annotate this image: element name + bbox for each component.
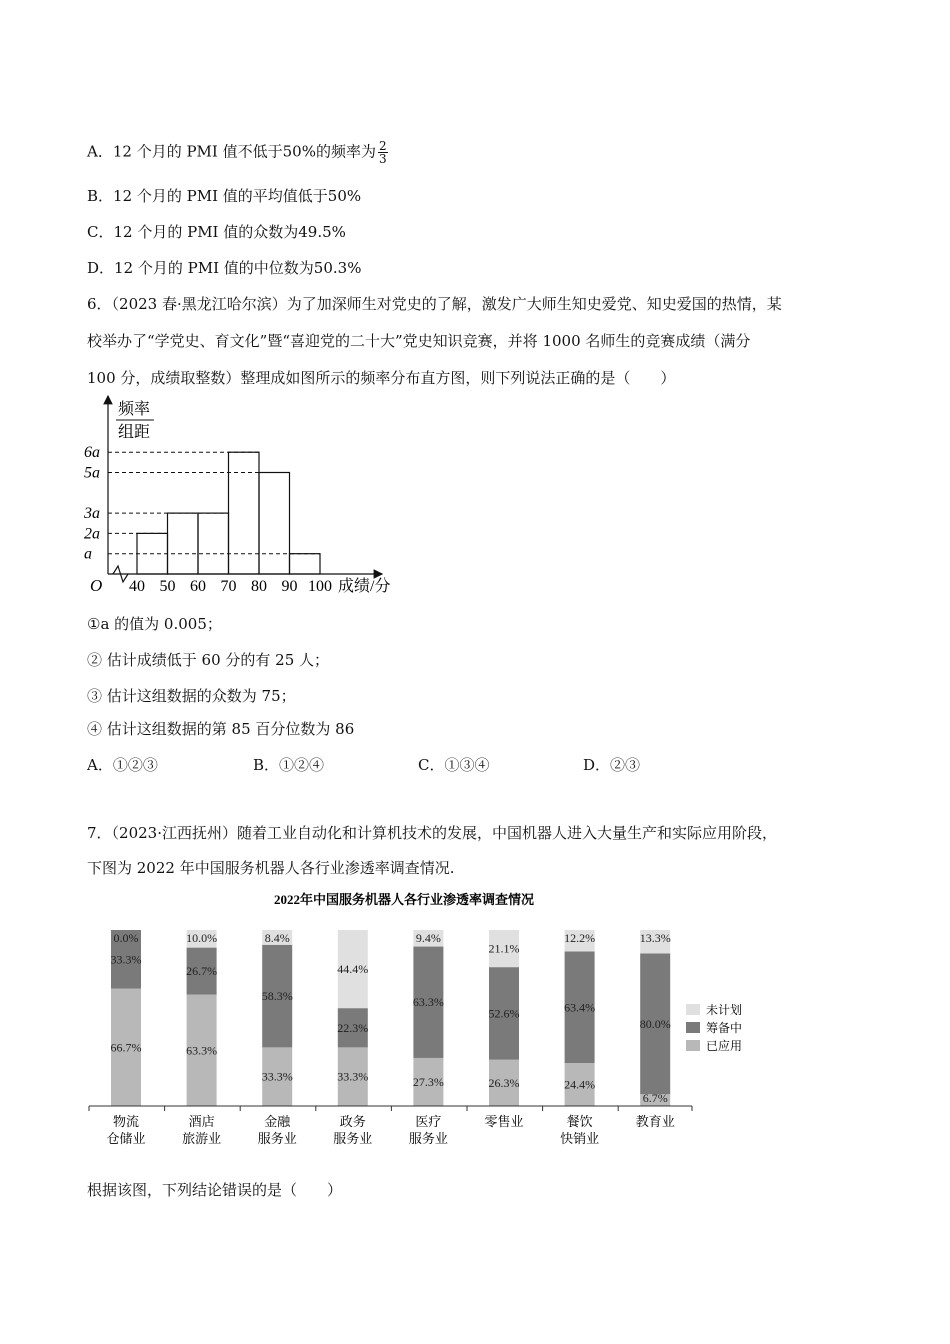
y-label-bottom: 组距 bbox=[118, 424, 151, 441]
option-a-text: 12 个月的 PMI 值不低于50%的频率为 bbox=[112, 142, 376, 161]
y-tick-label: a bbox=[84, 545, 92, 563]
legend-label: 筹备中 bbox=[706, 1021, 743, 1035]
q6-stem-line-1: 6．（2023 春·黑龙江哈尔滨）为了加深师生对党史的了解，激发广大师生知史爱党、知史爱国的热情，某 bbox=[87, 295, 782, 313]
option-b-text: 12 个月的 PMI 值的平均值低于50% bbox=[113, 187, 362, 205]
x-tick-label: 90 bbox=[281, 578, 298, 595]
legend bbox=[686, 1002, 742, 1053]
x-tick-label: 80 bbox=[251, 578, 267, 595]
option-d-text: 12 个月的 PMI 值的中位数为50.3% bbox=[114, 259, 362, 277]
data-label: 13.3% bbox=[639, 931, 671, 945]
data-label: 9.4% bbox=[415, 931, 441, 945]
y-tick-label: 2a bbox=[84, 525, 100, 543]
stacked-chart-title: 2022年中国服务机器人各行业渗透率调查情况 bbox=[273, 892, 535, 907]
legend-label: 已应用 bbox=[706, 1039, 743, 1053]
frequency-histogram bbox=[80, 392, 410, 602]
x-tick-label: 100 bbox=[308, 578, 332, 595]
category-label: 教育业 bbox=[635, 1114, 675, 1129]
category-label: 医疗 bbox=[415, 1114, 442, 1129]
histogram-bar bbox=[259, 473, 290, 575]
x-tick-label: 70 bbox=[220, 578, 237, 595]
fraction-denominator: 3 bbox=[378, 152, 387, 166]
category-label: 金融 bbox=[264, 1114, 291, 1129]
option-c-text: 12 个月的 PMI 值的众数为49.5% bbox=[113, 223, 346, 241]
data-label: 22.3% bbox=[337, 1020, 369, 1035]
data-label: 63.3% bbox=[186, 1043, 218, 1058]
data-label: 12.2% bbox=[564, 931, 596, 945]
legend-label: 未计划 bbox=[706, 1003, 743, 1017]
x-tick-label: 40 bbox=[129, 578, 145, 595]
histogram-bar bbox=[198, 513, 229, 574]
q6-choice-c[interactable]: C．①③④ bbox=[418, 756, 490, 774]
y-tick-labels bbox=[83, 444, 100, 563]
histogram-bar bbox=[168, 513, 199, 574]
data-label: 26.3% bbox=[488, 1075, 520, 1090]
y-tick-label: 3a bbox=[84, 505, 100, 523]
data-label: 0.0% bbox=[113, 931, 139, 945]
data-label: 6.7% bbox=[642, 1091, 668, 1105]
data-label: 44.4% bbox=[337, 962, 369, 977]
q6-statement-4: ④ 估计这组数据的第 85 百分位数为 86 bbox=[87, 720, 355, 738]
data-label: 52.6% bbox=[488, 1006, 520, 1021]
q6-statement-1: ①a 的值为 0.005； bbox=[87, 615, 222, 633]
q6-stem-line-2: 校举办了“学党史、育文化”暨“喜迎党的二十大”党史知识竞赛，并将 1000 名师生的竞赛成绩（满分 bbox=[87, 332, 751, 350]
data-label: 66.7% bbox=[110, 1040, 142, 1055]
data-label: 33.3% bbox=[337, 1069, 369, 1084]
q6-statement-2: ② 估计成绩低于 60 分的有 25 人； bbox=[87, 651, 330, 669]
category-label: 酒店 bbox=[188, 1114, 215, 1129]
x-tick-labels bbox=[129, 578, 332, 595]
fraction-numerator: 2 bbox=[378, 139, 387, 153]
option-a-label: A． bbox=[87, 142, 113, 161]
q7-stem-line-2: 下图为 2022 年中国服务机器人各行业渗透率调查情况. bbox=[87, 859, 455, 877]
origin-label: O bbox=[90, 576, 103, 595]
stacked-bar-chart bbox=[80, 884, 800, 1154]
q5-option-a bbox=[87, 140, 388, 165]
x-tick-label: 60 bbox=[190, 578, 206, 595]
q6-stem-line-3: 100 分，成绩取整数）整理成如图所示的频率分布直方图，则下列说法正确的是（ ） bbox=[87, 369, 676, 387]
data-label: 58.3% bbox=[261, 989, 293, 1004]
q5-option-c bbox=[87, 222, 346, 242]
category-labels bbox=[106, 1114, 674, 1146]
y-tick-label: 5a bbox=[84, 464, 100, 482]
data-label: 8.4% bbox=[264, 931, 290, 945]
histogram-guide-lines bbox=[108, 452, 320, 554]
category-label: 物流 bbox=[112, 1114, 140, 1129]
data-label: 33.3% bbox=[261, 1069, 293, 1084]
category-label: 餐饮 bbox=[566, 1114, 593, 1129]
legend-swatch bbox=[686, 1004, 700, 1015]
q6-choice-d[interactable]: D．②③ bbox=[583, 756, 641, 774]
histogram-bar bbox=[290, 554, 321, 574]
histogram-bar bbox=[229, 452, 260, 574]
q7-stem-line-1: 7．（2023·江西抚州）随着工业自动化和计算机技术的发展，中国机器人进入大量生产和实际应用阶段， bbox=[87, 824, 777, 842]
category-label: 仓储业 bbox=[106, 1131, 146, 1146]
q5-option-d bbox=[87, 258, 361, 278]
data-label: 27.3% bbox=[412, 1074, 444, 1089]
option-b-label: B． bbox=[87, 187, 114, 205]
category-label: 快销业 bbox=[560, 1131, 600, 1146]
q7-question: 根据该图，下列结论错误的是（ ） bbox=[87, 1181, 343, 1199]
category-label: 服务业 bbox=[257, 1131, 297, 1146]
fraction-two-thirds bbox=[378, 140, 388, 165]
category-label: 政务 bbox=[339, 1114, 366, 1129]
category-label: 服务业 bbox=[408, 1131, 448, 1146]
data-label: 21.1% bbox=[488, 941, 520, 956]
q6-statement-3: ③ 估计这组数据的众数为 75； bbox=[87, 687, 296, 705]
x-tick-label: 50 bbox=[159, 578, 176, 595]
q6-choice-a[interactable]: A．①②③ bbox=[87, 756, 158, 774]
data-label: 26.7% bbox=[186, 964, 218, 979]
q6-choice-b[interactable]: B．①②④ bbox=[253, 756, 325, 774]
y-label-top: 频率 bbox=[118, 401, 151, 418]
option-d-label: D． bbox=[87, 259, 115, 277]
x-axis-label: 成绩/分 bbox=[338, 578, 391, 595]
category-axis bbox=[89, 1106, 692, 1111]
q5-option-b bbox=[87, 186, 361, 206]
legend-swatch bbox=[686, 1040, 700, 1051]
y-tick-label: 6a bbox=[84, 444, 100, 462]
legend-swatch bbox=[686, 1022, 700, 1033]
data-label: 63.3% bbox=[412, 995, 444, 1010]
data-label: 80.0% bbox=[639, 1016, 671, 1031]
category-label: 零售业 bbox=[484, 1114, 524, 1129]
category-label: 服务业 bbox=[333, 1131, 373, 1146]
option-c-label: C． bbox=[87, 223, 114, 241]
data-label: 63.4% bbox=[564, 1000, 596, 1015]
data-label: 10.0% bbox=[186, 931, 218, 945]
category-label: 旅游业 bbox=[182, 1131, 222, 1146]
data-label: 24.4% bbox=[564, 1077, 596, 1092]
data-label: 33.3% bbox=[110, 952, 142, 967]
stacked-bars bbox=[111, 930, 671, 1106]
